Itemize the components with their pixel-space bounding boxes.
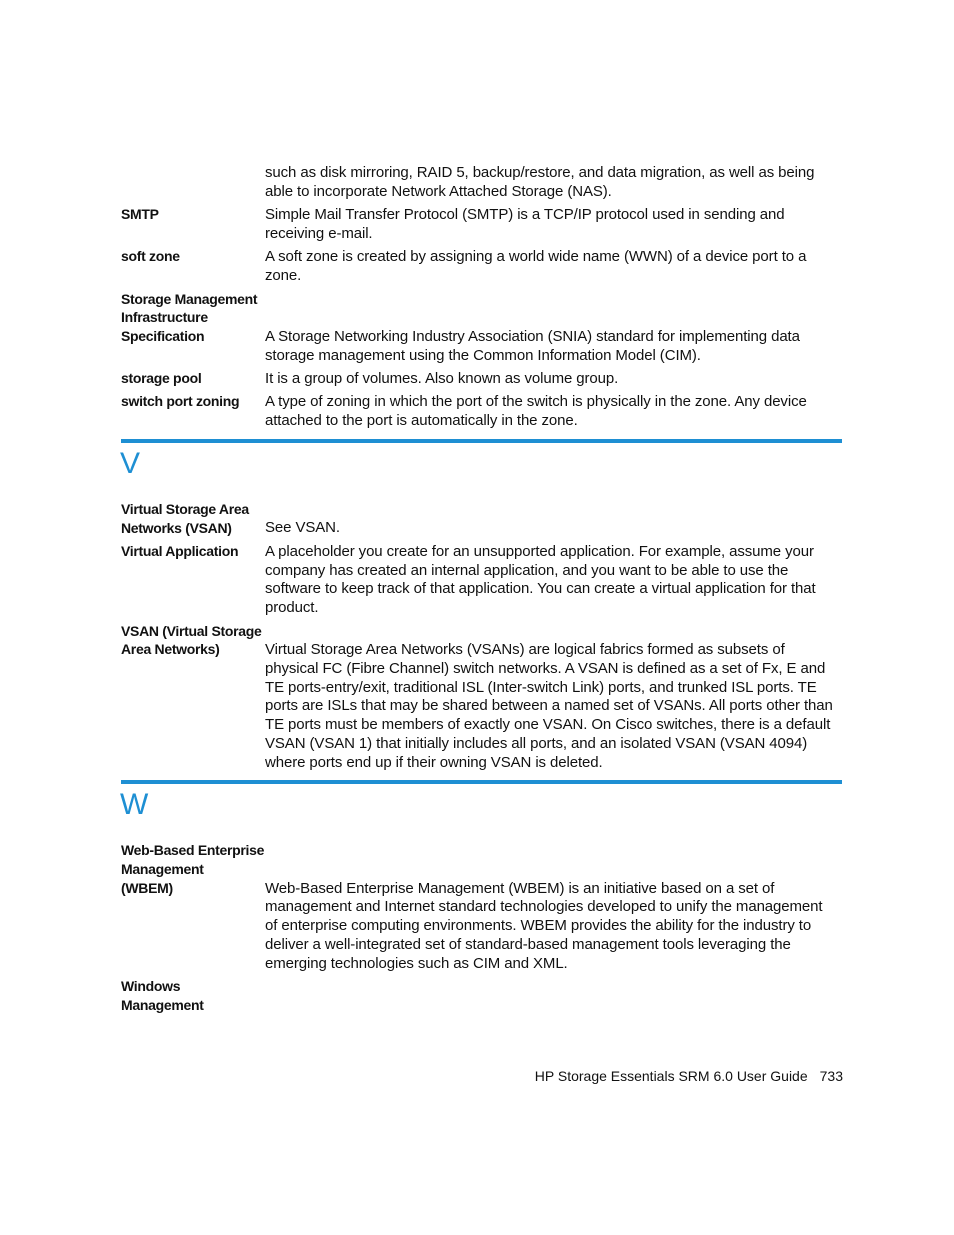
- definition-line: software to keep track of that application. You can create a virtual application for that: [265, 580, 816, 597]
- glossary-term: SMTP: [121, 206, 159, 222]
- section-divider: [121, 439, 842, 443]
- glossary-term: Virtual Storage Area: [121, 501, 249, 517]
- section-divider: [121, 780, 842, 784]
- definition-line: A soft zone is created by assigning a world wide name (WWN) of a device port to a: [265, 248, 807, 265]
- glossary-term: switch port zoning: [121, 393, 240, 409]
- glossary-term: Management: [121, 861, 204, 877]
- definition-line: of enterprise computing environments. WBEM provides the ability for the industry to: [265, 917, 812, 934]
- section-letter: V: [120, 447, 141, 480]
- definition-line: VSAN (VSAN 1) that initially includes all ports, and an isolated VSAN (VSAN 4094): [265, 735, 808, 752]
- definition-line: deliver a well-integrated set of standard-based management tools leveraging the: [265, 936, 791, 953]
- definition-line: able to incorporate Network Attached Storage (NAS).: [265, 183, 612, 200]
- glossary-term: Virtual Application: [121, 543, 239, 559]
- definition-line: ports are ISLs that may be shared between a named set of VSANs. All ports other than: [265, 697, 833, 714]
- glossary-term: VSAN (Virtual Storage: [121, 623, 262, 639]
- definition-line: It is a group of volumes. Also known as volume group.: [265, 370, 619, 387]
- definition-line: receiving e-mail.: [265, 225, 373, 242]
- definition-line: TE ports must be members of exactly one VSAN. On Cisco switches, there is a default: [265, 716, 831, 733]
- footer-title: HP Storage Essentials SRM 6.0 User Guide: [534, 1068, 808, 1084]
- definition-line: emerging technologies such as CIM and XML.: [265, 955, 568, 972]
- definition-line: such as disk mirroring, RAID 5, backup/restore, and data migration, as well as being: [265, 164, 815, 181]
- glossary-term: soft zone: [121, 248, 180, 264]
- definition-line: A Storage Networking Industry Association (SNIA) standard for implementing data: [265, 328, 800, 345]
- glossary-term: Area Networks): [121, 641, 220, 657]
- page-footer: [535, 1067, 843, 1085]
- glossary-term: Infrastructure: [121, 309, 208, 325]
- definition-line: A type of zoning in which the port of the switch is physically in the zone. Any device: [265, 393, 807, 410]
- definition-line: company has created an internal application, and you want to be able to use the: [265, 562, 789, 579]
- glossary-term: Management: [121, 997, 204, 1013]
- definition-line: physical FC (Fibre Channel) switch networks. A VSAN is defined as a set of Fx, E and: [265, 660, 826, 677]
- definition-line: TE ports-entry/exit, traditional ISL (Inter-switch Link) ports, and trunked ISL ports. TE: [265, 679, 817, 696]
- definition-line: zone.: [265, 267, 302, 284]
- section-letter: W: [120, 788, 149, 821]
- glossary-term: Networks (VSAN): [121, 520, 232, 536]
- glossary-term: Windows: [121, 978, 181, 994]
- definition-line: attached to the port is automatically in the zone.: [265, 412, 578, 429]
- glossary-term: storage pool: [121, 370, 202, 386]
- definition-line: See VSAN.: [265, 519, 340, 536]
- definition-line: Web-Based Enterprise Management (WBEM) is an initiative based on a set of: [265, 880, 775, 897]
- definition-line: Virtual Storage Area Networks (VSANs) are logical fabrics formed as subsets of: [265, 641, 785, 658]
- glossary-term: Web-Based Enterprise: [121, 842, 265, 858]
- glossary-term: (WBEM): [121, 880, 173, 896]
- definition-line: A placeholder you create for an unsupported application. For example, assume your: [265, 543, 814, 560]
- definition-line: storage management using the Common Information Model (CIM).: [265, 347, 701, 364]
- glossary-term: Specification: [121, 328, 205, 344]
- glossary-term: Storage Management: [121, 291, 258, 307]
- definition-line: where ports end up if their owning VSAN is deleted.: [265, 754, 603, 771]
- definition-line: Simple Mail Transfer Protocol (SMTP) is a TCP/IP protocol used in sending and: [265, 206, 785, 223]
- page-number: 733: [819, 1068, 843, 1084]
- definition-line: management and Internet standard technologies developed to unify the management: [265, 898, 823, 915]
- definition-line: product.: [265, 599, 319, 616]
